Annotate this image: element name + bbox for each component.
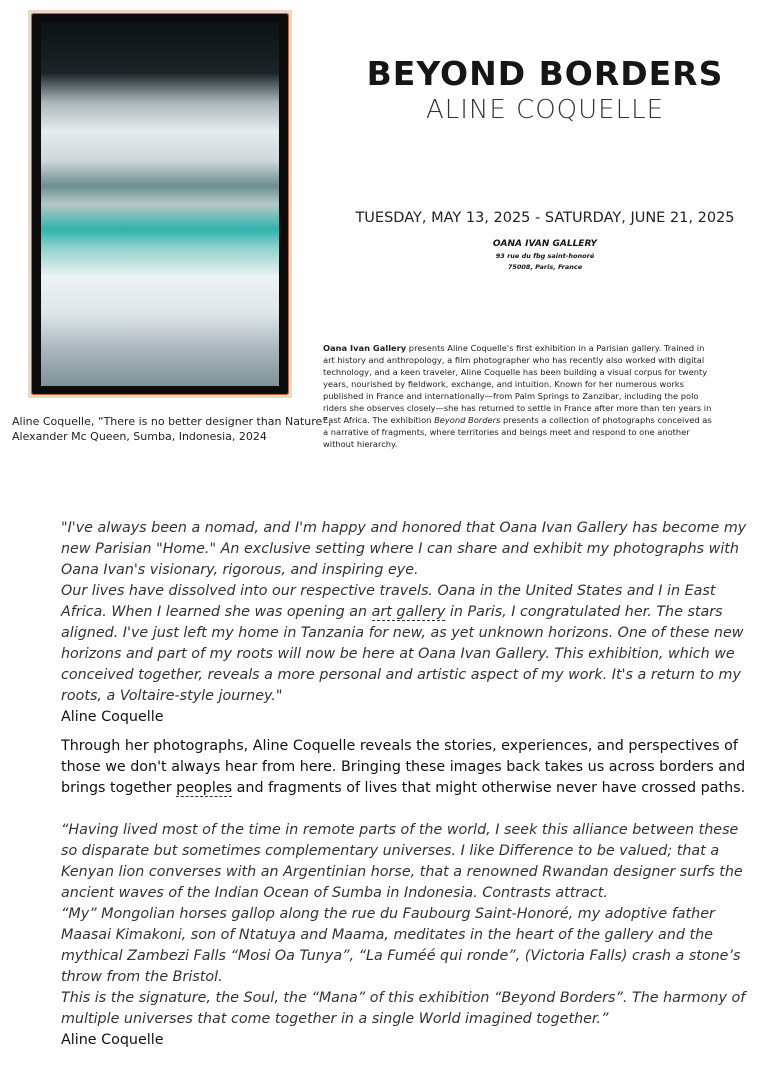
intro-text: presents a collection of photographs conceived as a narrative of fragments, where territories and beings meet and respond to one another without hierarchy. xyxy=(323,415,712,449)
quote-text-part: Our lives have dissolved into our respective travels. Oana in the United States and I in East Africa. When I learned she was opening an xyxy=(61,583,716,620)
intro-text: presents Aline Coquelle's first exhibition in a Parisian gallery. Trained in art history and anthropology, a film photographer who has recently also worked with digital technology, and a keen traveler, Aline Coquelle has been building a visual corpus for twenty years, nourished by fieldwork, exchange, and intuition. Known for her numerous works published in France and internationally—from Palm Springs to Zanzibar, including the polo riders she observes closely—she has returned to settle in France after more than ten years in East Africa. The exhibition xyxy=(323,343,712,425)
wave-image xyxy=(41,22,279,386)
gallery-bold: Oana Ivan Gallery xyxy=(323,343,407,353)
artist-name: ALINE COQUELLE xyxy=(425,95,665,125)
quote-text-part: in Paris, I congratulated her. The stars aligned. I've just left my home in Tanzania for new, as yet unknown horizons. One of these new horizons and part of my roots will now be here at Oana Ivan Gallery. This exhibition, which we conceived together, reveals a more personal and artistic aspect of my work. It's a return to my roots, a Voltaire-style journey." xyxy=(61,604,744,704)
quote-author: Aline Coquelle xyxy=(61,709,164,725)
exhibition-title: BEYOND BORDERS xyxy=(366,54,724,93)
quote-text: This is the signature, the Soul, the “Mana” of this exhibition “Beyond Borders”. The harmony of multiple universes that come together in a single World imagined together.” xyxy=(61,990,746,1027)
body-paragraph xyxy=(61,736,751,799)
artist-quote-1 xyxy=(61,518,751,728)
quote-author: Aline Coquelle xyxy=(61,1032,164,1048)
artwork-caption xyxy=(12,414,332,444)
quote-text xyxy=(61,581,751,707)
exhibition-dates: TUESDAY, MAY 13, 2025 - SATURDAY, JUNE 21, 2025 xyxy=(355,210,735,226)
quote-text: "I've always been a nomad, and I'm happy and honored that Oana Ivan Gallery has become my new Parisian "Home." An exclusive setting where I can share and exhibit my photographs with Oana Ivan's visionary, rigorous, and inspiring eye. xyxy=(61,520,747,578)
exhibition-italic: Beyond Borders xyxy=(434,415,501,425)
intro-paragraph xyxy=(323,342,713,450)
gallery-city: 75008, Paris, France xyxy=(507,263,583,271)
artwork-photo xyxy=(28,10,292,398)
gallery-name: OANA IVAN GALLERY xyxy=(492,239,598,249)
caption-line: Alexander Mc Queen, Sumba, Indonesia, 2024 xyxy=(12,430,267,443)
caption-line: Aline Coquelle, “There is no better designer than Nature”, xyxy=(12,415,332,428)
film-frame xyxy=(31,13,289,395)
peoples-link[interactable]: peoples xyxy=(176,780,233,796)
paragraph-text: and fragments of lives that might otherwise never have crossed paths. xyxy=(232,780,746,796)
quote-text: “My” Mongolian horses gallop along the rue du Faubourg Saint-Honoré, my adoptive father Maasai Kimakoni, son of Ntatuya and Maama, meditates in the heart of the gallery and the mythical Zambezi Falls “Mosi Oa Tunya”, “La Fuméé qui ronde”, (Victoria Falls) crash a stone’s throw from the Bristol. xyxy=(61,906,741,985)
paragraph-text: Through her photographs, Aline Coquelle reveals the stories, experiences, and perspectives of those we don't always hear from here. Bringing these images back takes us across borders and brings together xyxy=(61,738,746,796)
quote-text: “Having lived most of the time in remote parts of the world, I seek this alliance between these so disparate but sometimes complementary universes. I like Difference to be valued; that a Kenyan lion converses with an Argentinian horse, that a renowned Rwandan designer surfs the ancient waves of the Indian Ocean of Sumba in Indonesia. Contrasts attract. xyxy=(61,822,743,901)
artist-quote-2 xyxy=(61,820,751,1051)
art-gallery-link[interactable]: art gallery xyxy=(371,604,446,620)
gallery-address: 93 rue du fbg saint-honoré xyxy=(495,252,595,260)
